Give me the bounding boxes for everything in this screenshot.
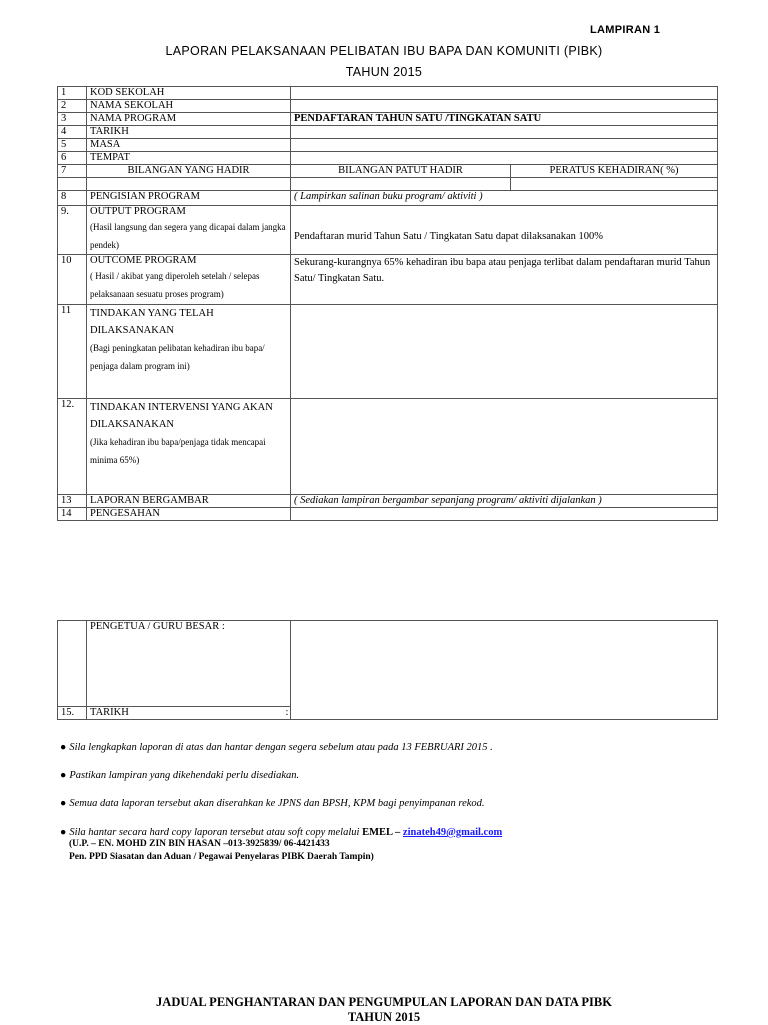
form-row-time xyxy=(58,139,718,152)
attendance-count-header: BILANGAN YANG HADIR xyxy=(87,165,291,178)
row-number: 3 xyxy=(58,113,87,126)
row-number: 14 xyxy=(58,508,87,521)
email-link[interactable]: zinateh49@gmail.com xyxy=(402,827,503,838)
row-number: 2 xyxy=(58,100,87,113)
email-label: EMEL – xyxy=(362,827,401,838)
program-content-field[interactable]: ( Lampirkan salinan buku program/ aktiviti ) xyxy=(291,191,718,206)
form-row-attendance-values xyxy=(58,178,718,191)
school-name-field[interactable] xyxy=(291,100,718,113)
form-row-verification xyxy=(58,508,718,521)
form-row-school-code xyxy=(58,87,718,100)
field-label: KOD SEKOLAH xyxy=(87,87,291,100)
field-label: TINDAKAN YANG TELAH DILAKSANAKAN xyxy=(90,308,214,336)
expected-count-header: BILANGAN PATUT HADIR xyxy=(291,165,511,178)
schedule-year: TAHUN 2015 xyxy=(347,1010,421,1024)
attachment-label: LAMPIRAN 1 xyxy=(590,24,661,36)
signature-area[interactable] xyxy=(291,621,718,720)
form-row-intervention xyxy=(58,399,718,495)
field-label: NAMA SEKOLAH xyxy=(87,100,291,113)
row-number: 7 xyxy=(58,165,87,178)
row-number: 15. xyxy=(58,707,87,720)
form-row-venue xyxy=(58,152,718,165)
field-hint: ( Hasil / akibat yang diperoleh setelah / selepas pelaksanaan sesuatu proses program) xyxy=(90,271,260,299)
form-row-date xyxy=(58,126,718,139)
row-number: 4 xyxy=(58,126,87,139)
principal-label: PENGETUA / GURU BESAR : xyxy=(87,621,291,707)
form-row-photo-report xyxy=(58,495,718,508)
signature-table xyxy=(57,620,718,720)
field-hint: (Hasil langsung dan segera yang dicapai dalam jangka pendek) xyxy=(90,222,286,250)
contact-person: (U.P. – EN. MOHD ZIN BIN HASAN –013-3925839/ 06-4421433 xyxy=(69,839,330,849)
program-name-field[interactable]: PENDAFTARAN TAHUN SATU /TINGKATAN SATU xyxy=(291,113,718,126)
intervention-label-cell xyxy=(87,399,291,495)
row-number xyxy=(58,178,87,191)
form-row-school-name xyxy=(58,100,718,113)
form-row-program-name xyxy=(58,113,718,126)
actions-taken-label-cell xyxy=(87,305,291,399)
date-field[interactable] xyxy=(291,126,718,139)
form-row-actions-taken xyxy=(58,305,718,399)
photo-report-field[interactable]: ( Sediakan lampiran bergambar sepanjang program/ aktiviti dijalankan ) xyxy=(291,495,718,508)
row-number: 10 xyxy=(58,255,87,305)
output-field[interactable]: Pendaftaran murid Tahun Satu / Tingkatan Satu dapat dilaksanakan 100% xyxy=(291,206,718,255)
instruction-note-4: ● Sila hantar secara hard copy laporan tersebut atau soft copy melalui EMEL – zinateh49@gmail.com xyxy=(60,827,503,838)
venue-field[interactable] xyxy=(291,152,718,165)
attendance-count-field[interactable] xyxy=(87,178,291,191)
actions-taken-field[interactable] xyxy=(291,305,718,399)
instruction-note-2: ● Pastikan lampiran yang dikehendaki perlu disediakan. xyxy=(60,770,300,781)
field-label: TEMPAT xyxy=(87,152,291,165)
school-code-field[interactable] xyxy=(291,87,718,100)
row-number: 6 xyxy=(58,152,87,165)
row-number xyxy=(58,621,87,707)
form-row-program-content xyxy=(58,191,718,206)
date-colon: : xyxy=(285,707,289,718)
instruction-note-1: ● Sila lengkapkan laporan di atas dan hantar dengan segera sebelum atau pada 13 FEBRUARI 2015 . xyxy=(60,742,493,753)
date-label: TARIKH xyxy=(90,707,129,718)
verification-field[interactable] xyxy=(291,508,718,521)
output-label-cell xyxy=(87,206,291,255)
outcome-label-cell xyxy=(87,255,291,305)
field-hint: (Bagi peningkatan pelibatan kehadiran ibu bapa/ penjaga dalam program ini) xyxy=(90,343,265,371)
field-label: PENGISIAN PROGRAM xyxy=(87,191,291,206)
time-field[interactable] xyxy=(291,139,718,152)
schedule-title: JADUAL PENGHANTARAN DAN PENGUMPULAN LAPORAN DAN DATA PIBK xyxy=(156,995,612,1009)
expected-count-field[interactable] xyxy=(291,178,511,191)
row-number: 11 xyxy=(58,305,87,399)
field-label: MASA xyxy=(87,139,291,152)
field-label: TINDAKAN INTERVENSI YANG AKAN DILAKSANAKAN xyxy=(90,402,273,430)
field-label: LAPORAN BERGAMBAR xyxy=(87,495,291,508)
contact-position: Pen. PPD Siasatan dan Aduan / Pegawai Penyelaras PIBK Daerah Tampin) xyxy=(69,852,374,862)
field-label: OUTCOME PROGRAM xyxy=(90,255,197,266)
form-row-attendance-header xyxy=(58,165,718,178)
row-number: 9. xyxy=(58,206,87,255)
field-hint: (Jika kehadiran ibu bapa/penjaga tidak mencapai minima 65%) xyxy=(90,437,266,465)
row-number: 13 xyxy=(58,495,87,508)
attendance-percent-header: PERATUS KEHADIRAN( %) xyxy=(511,165,718,178)
report-title: LAPORAN PELAKSANAAN PELIBATAN IBU BAPA DAN KOMUNITI (PIBK) xyxy=(165,44,603,58)
date-label-cell xyxy=(87,707,291,720)
field-label: NAMA PROGRAM xyxy=(87,113,291,126)
field-label: PENGESAHAN xyxy=(87,508,291,521)
row-number: 12. xyxy=(58,399,87,495)
row-number: 5 xyxy=(58,139,87,152)
field-label: OUTPUT PROGRAM xyxy=(90,206,186,217)
report-form-table xyxy=(57,86,718,521)
instruction-note-3: ● Semua data laporan tersebut akan diserahkan ke JPNS dan BPSH, KPM bagi penyimpanan rekod. xyxy=(60,798,485,809)
form-row-output xyxy=(58,206,718,255)
field-label: TARIKH xyxy=(87,126,291,139)
row-number: 8 xyxy=(58,191,87,206)
attendance-percent-field[interactable] xyxy=(511,178,718,191)
outcome-field[interactable]: Sekurang-kurangnya 65% kehadiran ibu bapa atau penjaga terlibat dalam pendaftaran murid Tahun Satu/ Tingkatan Satu. xyxy=(291,255,718,305)
form-row-outcome xyxy=(58,255,718,305)
intervention-field[interactable] xyxy=(291,399,718,495)
report-year: TAHUN 2015 xyxy=(345,65,423,79)
signature-row-principal xyxy=(58,621,718,707)
row-number: 1 xyxy=(58,87,87,100)
